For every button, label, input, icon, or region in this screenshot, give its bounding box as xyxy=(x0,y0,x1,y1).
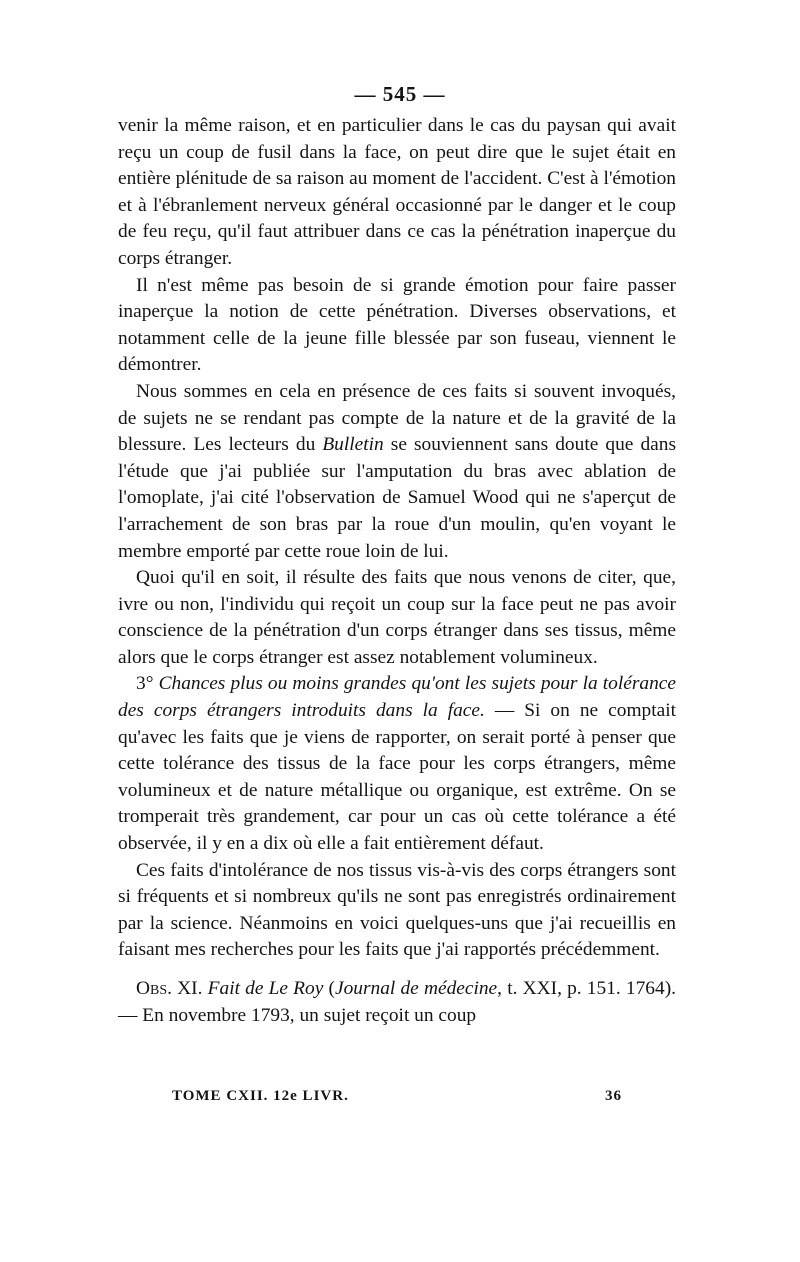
paragraph-3 xyxy=(118,379,676,565)
paragraph-5 xyxy=(118,671,676,857)
paragraph-2: Il n'est même pas besoin de si grande émotion pour faire passer inaperçue la notion de cette pénétration. Diverses observations, et notamment celle de la jeune fille blessée par son fuseau, viennent le démontrer. xyxy=(118,274,676,376)
paragraph-5-after: — Si on ne comptait qu'avec les faits que je viens de rapporter, on serait porté à penser que cette tolérance des tissus de la face pour les corps étrangers, même volumineux et de nature métallique ou organique, est extrême. On se tromperait très grandement, car pour un cas où cette tolérance a été observée, il y en a dix où elle a fait entièrement défaut. xyxy=(118,700,676,855)
signature-number: 36 xyxy=(605,1088,622,1104)
paragraph-4: Quoi qu'il en soit, il résulte des faits que nous venons de citer, que, ivre ou non, l'individu qui reçoit un coup sur la face peut ne pas avoir conscience de la pénétration d'un corps étranger dans ses tissus, même alors que le corps étranger est assez notablement volumineux. xyxy=(118,567,676,668)
observation-title: Fait de Le Roy xyxy=(207,978,324,999)
observation-paragraph xyxy=(118,976,676,1029)
observation-after: , t. XXI, p. 151. 1764). — En novembre 1793, un sujet reçoit un coup xyxy=(118,978,677,1026)
section-heading: Chances plus ou moins grandes qu'ont les sujets pour la tolérance des corps étrangers introduits dans la face. xyxy=(118,673,676,722)
page-number: — 545 — xyxy=(354,82,446,106)
paragraph-6: Ces faits d'intolérance de nos tissus vis-à-vis des corps étrangers sont si fréquents et si nombreux qu'ils ne sont pas enregistrés ordinairement par la science. Néanmoins en voici quelques-uns que j'ai recueillis en faisant mes recherches pour les faits que j'ai rapportés précédemment. xyxy=(118,859,676,961)
paragraph-1: venir la même raison, et en particulier dans le cas du paysan qui avait reçu un coup de fusil dans la face, on peut dire que le sujet était en entière plénitude de sa raison au moment de l'accident. C'est à l'émotion et à l'ébranlement nerveux général occasionné par le danger et le coup de feu reçu, qu'il faut attribuer dans ce cas la pénétration inaperçue du corps étranger. xyxy=(118,115,676,269)
observation-label: Obs. XI. xyxy=(136,978,203,999)
section-number: 3° xyxy=(136,673,154,695)
body-text xyxy=(118,113,676,1029)
page-footer xyxy=(172,1088,622,1105)
observation-paren: ( xyxy=(323,978,335,999)
paragraph-3-after: se souviennent sans doute que dans l'étude que j'ai publiée sur l'amputation du bras avec ablation de l'omoplate, j'ai cité l'observation de Samuel Wood qui ne s'aperçut de l'arrachement de son bras par la roue d'un moulin, qu'en voyant le membre emporté par cette roue loin de lui. xyxy=(118,434,676,562)
bulletin-title: Bulletin xyxy=(322,434,384,456)
journal-title: Journal de médecine xyxy=(334,978,498,999)
volume-signature: TOME CXII. 12e LIVR. xyxy=(172,1088,349,1104)
paragraph-3-before: Nous sommes en cela en présence de ces faits si souvent invoqués, de sujets ne se rendant pas compte de la nature et de la gravité de la blessure. Les lecteurs du xyxy=(118,380,676,456)
